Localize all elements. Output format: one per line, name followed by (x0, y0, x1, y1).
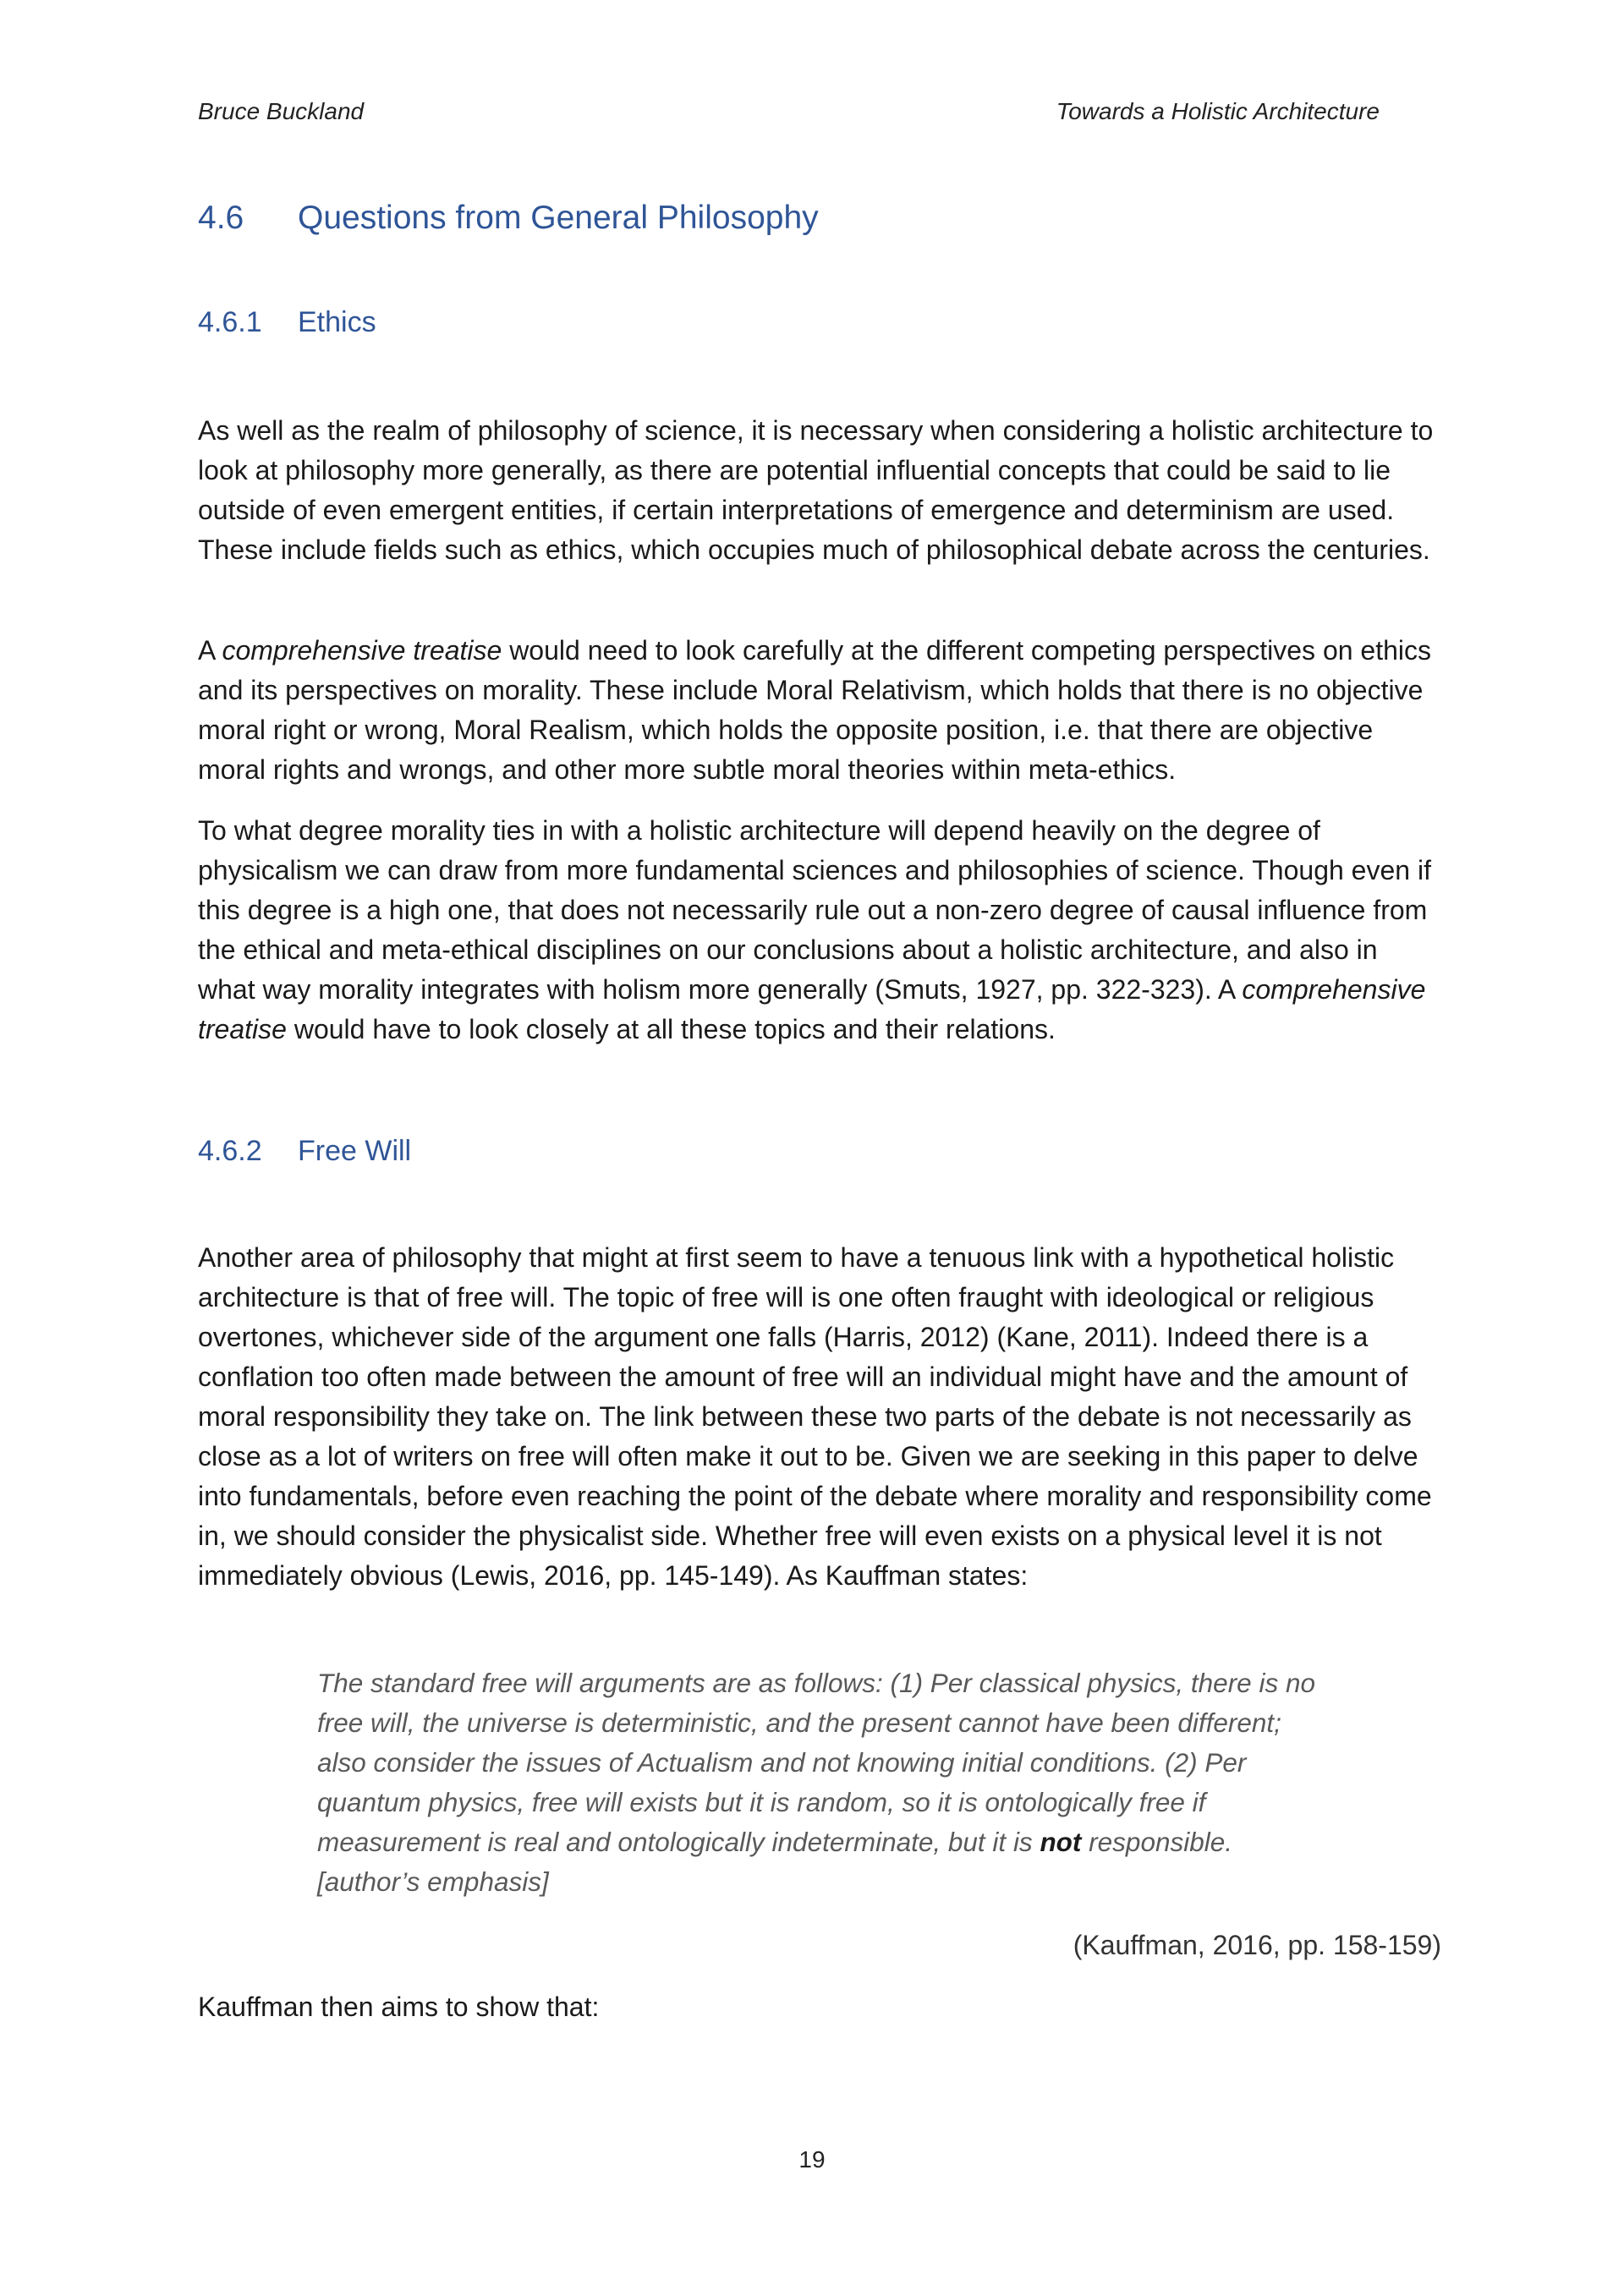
page-number: 19 (798, 2146, 826, 2173)
emphasis-text: comprehensive treatise (198, 974, 1426, 1044)
quote-text: responsible. [author’s emphasis] (317, 1827, 1233, 1897)
header-author: Bruce Buckland (198, 98, 365, 124)
ethics-paragraph-3 (198, 811, 1441, 1049)
text-run: To what degree morality ties in with a holistic architecture will depend heavily on the degree of physicalism we can draw from more fundamental sciences and philosophies of science. Though even if this degree is a high one, that does not necessarily rule out a non-zero degree of causal influence from the ethical and meta-ethical disciplines on our conclusions about a holistic architecture, and also in what way morality integrates with holism more generally (Smuts, 1927, pp. 322-323). A (198, 815, 1431, 1005)
ethics-title: Ethics (298, 306, 376, 338)
block-quote (317, 1663, 1332, 1902)
emphasis-text: comprehensive treatise (222, 635, 502, 666)
free-will-title: Free Will (298, 1135, 412, 1167)
text-run: would have to look closely at all these topics and their relations. (286, 1014, 1056, 1044)
free-will-paragraph-1: Another area of philosophy that might at first seem to have a tenuous link with a hypothetical holistic architecture is that of free will. The topic of free will is one often fraught with ideological or religious overtones, whichever side of the argument one falls (Harris, 2012) (Kane, 2011). Indeed there is a conflation too often made between the amount of free will an individual might have and the amount of moral responsibility they take on. The link between these two parts of the debate is not necessarily as close as a lot of writers on free will often make it out to be. Given we are seeking in this paper to delve into fundamentals, before even reaching the point of the debate where morality and responsibility come in, we should consider the physicalist side. Whether free will even exists on a physical level it is not immediately obvious (Lewis, 2016, pp. 145-149). As Kauffman states: (198, 1242, 1432, 1591)
quote-text: The standard free will arguments are as follows: (1) Per classical physics, there is no free will, the universe is deterministic, and the present cannot have been different; also consider the issues of Actualism and not knowing initial conditions. (2) Per quantum physics, free will exists but it is random, so it is ontologically free if measurement is real and ontologically indeterminate, but it is (317, 1668, 1315, 1857)
section-number: 4.6 (198, 200, 244, 236)
ethics-heading (198, 306, 376, 339)
ethics-number: 4.6.1 (198, 306, 262, 338)
ethics-paragraph-1: As well as the realm of philosophy of science, it is necessary when considering a holistic architecture to look at philosophy more generally, as there are potential influential concepts that could be said to lie outside of even emergent entities, if certain interpretations of emergence and determinism are used. These include fields such as ethics, which occupies much of philosophical debate across the centuries. (198, 415, 1434, 565)
ethics-paragraph-2 (198, 631, 1441, 790)
free-will-heading (198, 1135, 411, 1168)
header-title: Towards a Holistic Architecture (1056, 98, 1380, 124)
quote-bold-text: not (1040, 1827, 1082, 1857)
free-will-number: 4.6.2 (198, 1135, 262, 1167)
section-heading (198, 200, 819, 237)
free-will-paragraph-2: Kauffman then aims to show that: (198, 1992, 600, 2022)
section-title: Questions from General Philosophy (298, 200, 819, 236)
quote-citation: (Kauffman, 2016, pp. 158-159) (1073, 1930, 1441, 1960)
text-run: A (198, 635, 222, 666)
text-run: would need to look carefully at the different competing perspectives on ethics and its perspectives on morality. These include Moral Relativism, which holds that there is no objective moral right or wrong, Moral Realism, which holds the opposite position, i.e. that there are objective moral rights and wrongs, and other more subtle moral theories within meta-ethics. (198, 635, 1432, 785)
